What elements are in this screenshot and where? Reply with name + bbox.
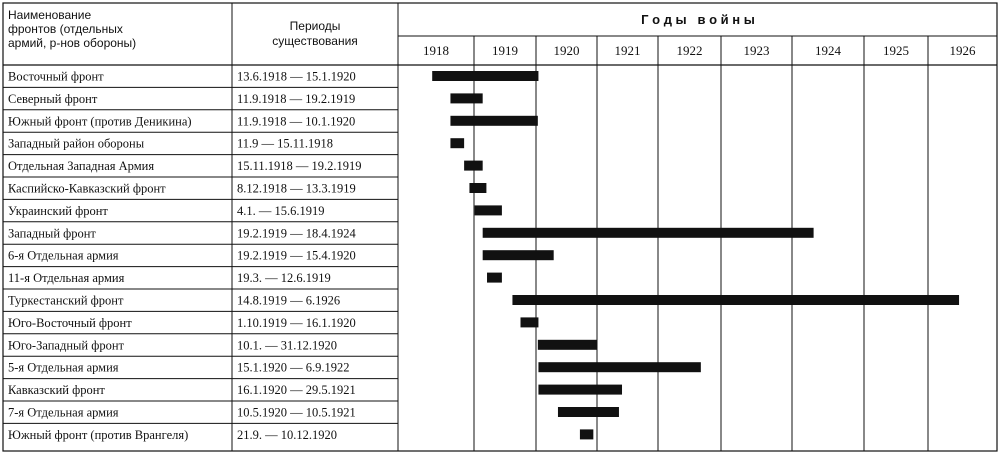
gantt-bar (483, 250, 554, 260)
gantt-bar (483, 228, 814, 238)
gantt-bar (538, 385, 622, 395)
row-name: Каспийско-Кавказский фронт (8, 181, 166, 196)
gantt-bar (469, 183, 486, 193)
row-name: Туркестанский фронт (8, 293, 124, 308)
table-border (3, 3, 997, 451)
year-label: 1922 (676, 43, 703, 58)
year-label: 1921 (614, 43, 641, 58)
gantt-bar (464, 161, 483, 171)
row-period: 19.2.1919 — 15.4.1920 (237, 248, 356, 263)
header-name-line-1: Наименование (8, 8, 92, 22)
row-period: 15.11.1918 — 19.2.1919 (237, 159, 362, 174)
year-label: 1924 (815, 43, 841, 58)
row-period: 19.2.1919 — 18.4.1924 (237, 226, 356, 241)
row-period: 11.9.1918 — 10.1.1920 (237, 114, 356, 129)
row-period: 19.3. — 12.6.1919 (237, 271, 331, 286)
row-name: Восточный фронт (8, 69, 104, 84)
table-frame (3, 3, 997, 451)
gantt-bar (450, 138, 464, 148)
gantt-bar (487, 273, 502, 283)
year-labels (423, 43, 976, 58)
year-label: 1918 (423, 43, 449, 58)
row-period: 11.9 — 15.11.1918 (237, 136, 333, 151)
row-period: 21.9. — 10.12.1920 (237, 427, 337, 442)
row-period: 10.5.1920 — 10.5.1921 (237, 405, 356, 420)
year-label: 1926 (949, 43, 976, 58)
row-period: 14.8.1919 — 6.1926 (237, 293, 341, 308)
row-name: Отдельная Западная Армия (8, 159, 155, 174)
row-name: Украинский фронт (8, 203, 108, 218)
gantt-bar (580, 429, 593, 439)
row-period: 11.9.1918 — 19.2.1919 (237, 91, 356, 106)
year-label: 1923 (743, 43, 770, 58)
row-period: 13.6.1918 — 15.1.1920 (237, 69, 356, 84)
row-name: 11-я Отдельная армия (8, 271, 125, 286)
row-name: Южный фронт (против Врангеля) (8, 427, 189, 442)
header-period-line-2: существования (272, 34, 358, 48)
gantt-bars (432, 71, 959, 439)
row-name: 7-я Отдельная армия (8, 405, 119, 420)
header-years-title: Г о д ы в о й н ы (641, 12, 755, 27)
table-rows (3, 70, 398, 442)
gantt-bar (538, 362, 700, 372)
header-name-line-2: фронтов (отдельных (8, 22, 123, 36)
row-name: Кавказский фронт (8, 383, 105, 398)
row-name: Западный район обороны (8, 136, 145, 151)
year-label: 1919 (492, 43, 518, 58)
row-name: 6-я Отдельная армия (8, 248, 119, 263)
row-name: Северный фронт (8, 91, 98, 106)
row-period: 8.12.1918 — 13.3.1919 (237, 181, 356, 196)
row-name: 5-я Отдельная армия (8, 360, 119, 375)
gantt-bar (450, 93, 482, 103)
gantt-bar (450, 116, 537, 126)
row-period: 16.1.1920 — 29.5.1921 (237, 383, 356, 398)
gantt-bar (512, 295, 959, 305)
gantt-bar (475, 205, 502, 215)
row-name: Западный фронт (8, 226, 96, 241)
gantt-bar (521, 317, 539, 327)
header-name-line-3: армий, р-нов обороны) (8, 36, 137, 50)
row-name: Южный фронт (против Деникина) (8, 114, 192, 129)
row-name: Юго-Восточный фронт (8, 315, 132, 330)
gantt-bar (558, 407, 619, 417)
row-name: Юго-Западный фронт (8, 338, 124, 353)
gantt-bar (432, 71, 538, 81)
year-label: 1920 (553, 43, 580, 58)
row-period: 10.1. — 31.12.1920 (237, 338, 337, 353)
row-period: 15.1.1920 — 6.9.1922 (237, 360, 350, 375)
row-period: 1.10.1919 — 16.1.1920 (237, 315, 356, 330)
year-label: 1925 (883, 43, 909, 58)
gantt-bar (538, 340, 597, 350)
header-period-line-1: Периоды (289, 19, 341, 33)
row-period: 4.1. — 15.6.1919 (237, 203, 325, 218)
